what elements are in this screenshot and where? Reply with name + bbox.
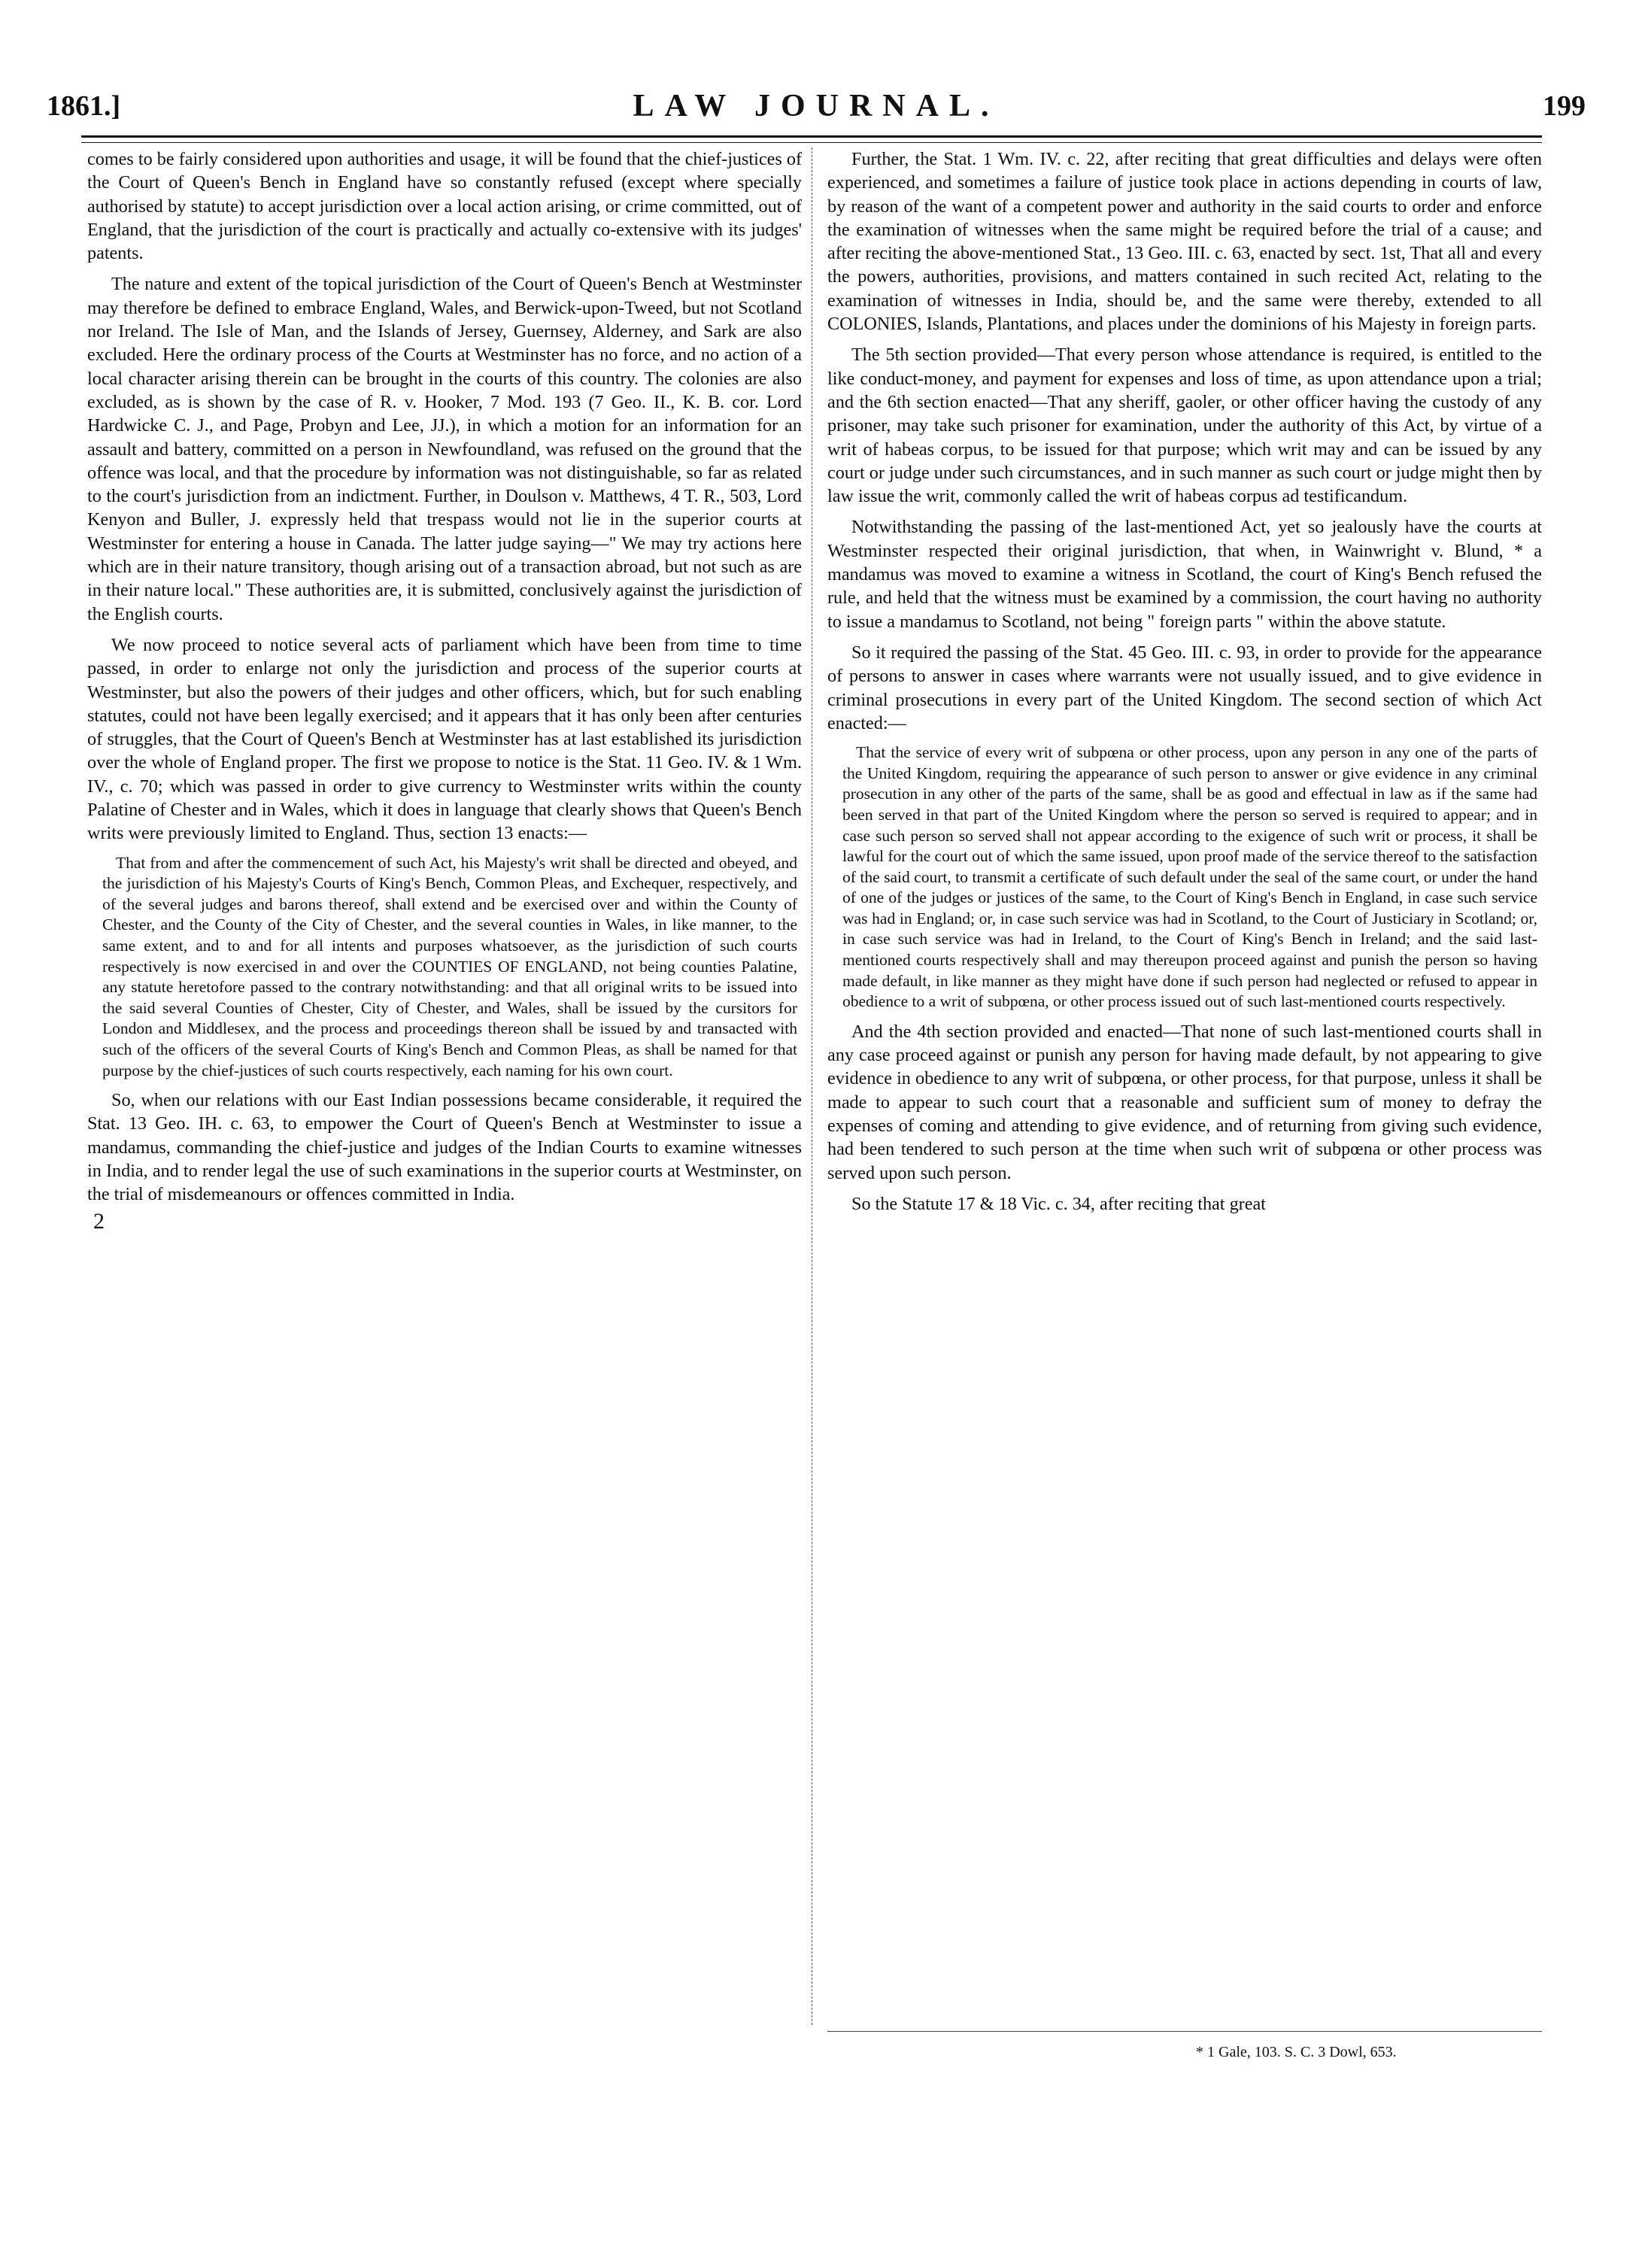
- footnote-rule: [827, 2031, 1542, 2032]
- left-paragraph-4: So, when our relations with our East Indian possessions became considerable, it required the Stat. 13 Geo. IH. c. 63, to empower the Court of Queen's Bench at Westminster to issue a mandamus, commanding the chief-justice and judges of the Indian Courts to examine witnesses in India, and to render legal the use of such examinations in the superior courts at Westminster, on the trial of misdemeanours or offences committed in India.: [87, 1090, 802, 1205]
- left-paragraph-1: comes to be fairly considered upon authorities and usage, it will be found that the chief-justices of the Court of Queen's Bench in England have so constantly refused (except where specially authorised by statute) to accept jurisdiction over a local action arising, or crime committed, out of England, that the jurisdiction of the court is practically and actually co-extensive with its judges' patents.: [87, 149, 802, 264]
- footnote: * 1 Gale, 103. S. C. 3 Dowl, 653.: [1196, 2044, 1397, 2060]
- page-header: [47, 89, 1586, 123]
- left-paragraph-2: The nature and extent of the topical jurisdiction of the Court of Queen's Bench at Westminster may therefore be defined to embrace England, Wales, and Berwick-upon-Tweed, but not Scotland nor Ireland. The Isle of Man, and the Islands of Jersey, Guernsey, Alderney, and Sark are also excluded. Here the ordinary process of the Courts at Westminster has no force, and no action of a local character arising therein can be brought in the courts of this country. The colonies are also excluded, as is shown by the case of R. v. Hooker, 7 Mod. 193 (7 Geo. II., K. B. cor. Lord Hardwicke C. J., and Page, Probyn and Lee, JJ.), in which a motion for an information for an assault and battery, committed on a person in Newfoundland, was refused on the ground that the offence was local, and that the procedure by information was not distinguishable, so far as related to the court's jurisdiction from an indictment. Further, in Doulson v. Matthews, 4 T. R., 503, Lord Kenyon and Buller, J. expressly held that trespass would not lie in the superior courts at Westminster for entering a house in Canada. The latter judge saying—" We may try actions here which are in their nature transitory, though arising out of a transaction abroad, but not such as are in their nature local." These authorities are, it is submitted, conclusively against the jurisdiction of the English courts.: [87, 274, 802, 624]
- right-paragraph-3: Notwithstanding the passing of the last-mentioned Act, yet so jealously have the courts at Westminster respected their original jurisdiction, that when, in Wainwright v. Blund, * a mandamus was moved to examine a witness in Scotland, the court of King's Bench refused the rule, and held that the witness must be examined by a commission, the court having no authority to issue a mandamus to Scotland, not being " foreign parts " within the above statute.: [827, 517, 1542, 632]
- left-column: [87, 147, 802, 1233]
- right-paragraph-2: The 5th section provided—That every person whose attendance is required, is entitled to the like conduct-money, and payment for expenses and loss of time, as upon attendance upon a trial; and the 6th section enacted—That any sheriff, gaoler, or other officer having the custody of any prisoner, may take such prisoner for examination, under the authority of this Act, by virtue of a writ of habeas corpus, to be issued for that purpose; which writ may and can be issued by any court or judge under such circumstances, and in such manner as such court or judge might then by law issue the writ, commonly called the writ of habeas corpus ad testificandum.: [827, 345, 1542, 507]
- header-year: 1861.]: [47, 90, 121, 122]
- right-paragraph-6: So the Statute 17 & 18 Vic. c. 34, after reciting that great: [851, 1193, 1266, 1214]
- header-rule: [81, 135, 1542, 143]
- right-paragraph-1: Further, the Stat. 1 Wm. IV. c. 22, after reciting that great difficulties and delays were often experienced, and sometimes a failure of justice took place in actions depending in courts of law, by reason of the want of a competent power and authority in the said courts to order and enforce the examination of witnesses when the same might be required before the trial of a cause; and after reciting the above-mentioned Stat., 13 Geo. III. c. 63, enacted by sect. 1st, That all and every the powers, authorities, provisions, and matters contained in such recited Act, relating to the examination of witnesses in India, should be, and the same were thereby, extended to all COLONIES, Islands, Plantations, and places under the dominions of his Majesty in foreign parts.: [827, 149, 1542, 335]
- signature-mark: 2: [93, 1208, 105, 1234]
- left-paragraph-3: We now proceed to notice several acts of parliament which have been from time to time passed, in order to enlarge not only the jurisdiction and process of the superior courts at Westminster, but also the powers of their judges and other officers, which, but for such enabling statutes, could not have been legally exercised; and it appears that it has only been after centuries of struggles, that the Court of Queen's Bench at Westminster has at last established its jurisdiction over the whole of England proper. The first we propose to notice is the Stat. 11 Geo. IV. & 1 Wm. IV., c. 70; which was passed in order to give currency to Westminster writs within the county Palatine of Chester and in Wales, which it does in language that clearly shows that Queen's Bench writs were previously limited to England. Thus, section 13 enacts:—: [87, 634, 802, 844]
- left-statute-quote: That from and after the commencement of such Act, his Majesty's writ shall be directed and obeyed, and the jurisdiction of his Majesty's Courts of King's Bench, Common Pleas, and Exchequer, respectively, and of the several judges and barons thereof, shall extend and be exercised over and within the County of Chester, and the County of the City of Chester, and the several counties in Wales, in like manner, to the same extent, and to and for all intents and purposes whatsoever, as the jurisdiction of such courts respectively is now exercised in and over the COUNTIES OF ENGLAND, not being counties Palatine, any statute heretofore passed to the contrary notwithstanding: and that all original writs to be issued into the said several Counties of Chester, City of Chester, and Wales, shall be issued by the cursitors for London and Middlesex, and the process and proceedings thereon shall be issued by and transacted with such of the officers of the several Courts of King's Bench and Common Pleas, as shall be named for that purpose by the chief-justices of such courts respectively, each naming for his own court.: [102, 853, 797, 1079]
- right-column: [827, 147, 1542, 1216]
- right-paragraph-4: So it required the passing of the Stat. 45 Geo. III. c. 93, in order to provide for the appearance of persons to answer in cases where warrants were not usually issued, and to give evidence in criminal prosecutions in every part of the United Kingdom. The second section of which Act enacted:—: [827, 642, 1542, 733]
- journal-title: LAW JOURNAL.: [633, 89, 1000, 123]
- right-paragraph-5: And the 4th section provided and enacted—That none of such last-mentioned courts shall in any case proceed against or punish any person for having made default, by not appearing to give evidence in obedience to any writ of subpœna, or other process, for that purpose, unless it shall be made to appear to such court that a reasonable and sufficient sum of money to defray the expenses of coming and attending to give evidence, and of returning from giving such evidence, had been tendered to such person at the time when such writ of subpœna or other process was served upon such person.: [827, 1021, 1542, 1183]
- right-statute-quote: That the service of every writ of subpœna or other process, upon any person in any one of the parts of the United Kingdom, requiring the appearance of such person to answer or give evidence in any criminal prosecution in any other of the parts of the same, shall be as good and effectual in law as if the same had been served in that part of the United Kingdom where the person so served is required to appear; and in case such person so served shall not appear according to the exigence of such writ or process, it shall be lawful for the court out of which the same issued, upon proof made of the service thereof to the satisfaction of the said court, to transmit a certificate of such default under the seal of the same court, or under the hand of one of the judges or justices of the same, to the Court of King's Bench in England, in case such service was had in England; or, in case such service was had in Scotland, to the Court of Justiciary in Scotland; or, in case such service was had in Ireland, to the Court of King's Bench in Ireland; and the said last-mentioned courts respectively shall and may thereupon proceed against and punish the person so having made default, in like manner as they might have done if such person had neglected or refused to appear in obedience to a writ of subpœna, or other process issued out of such last-mentioned courts respectively.: [842, 743, 1537, 1011]
- page-number: 199: [1543, 90, 1586, 122]
